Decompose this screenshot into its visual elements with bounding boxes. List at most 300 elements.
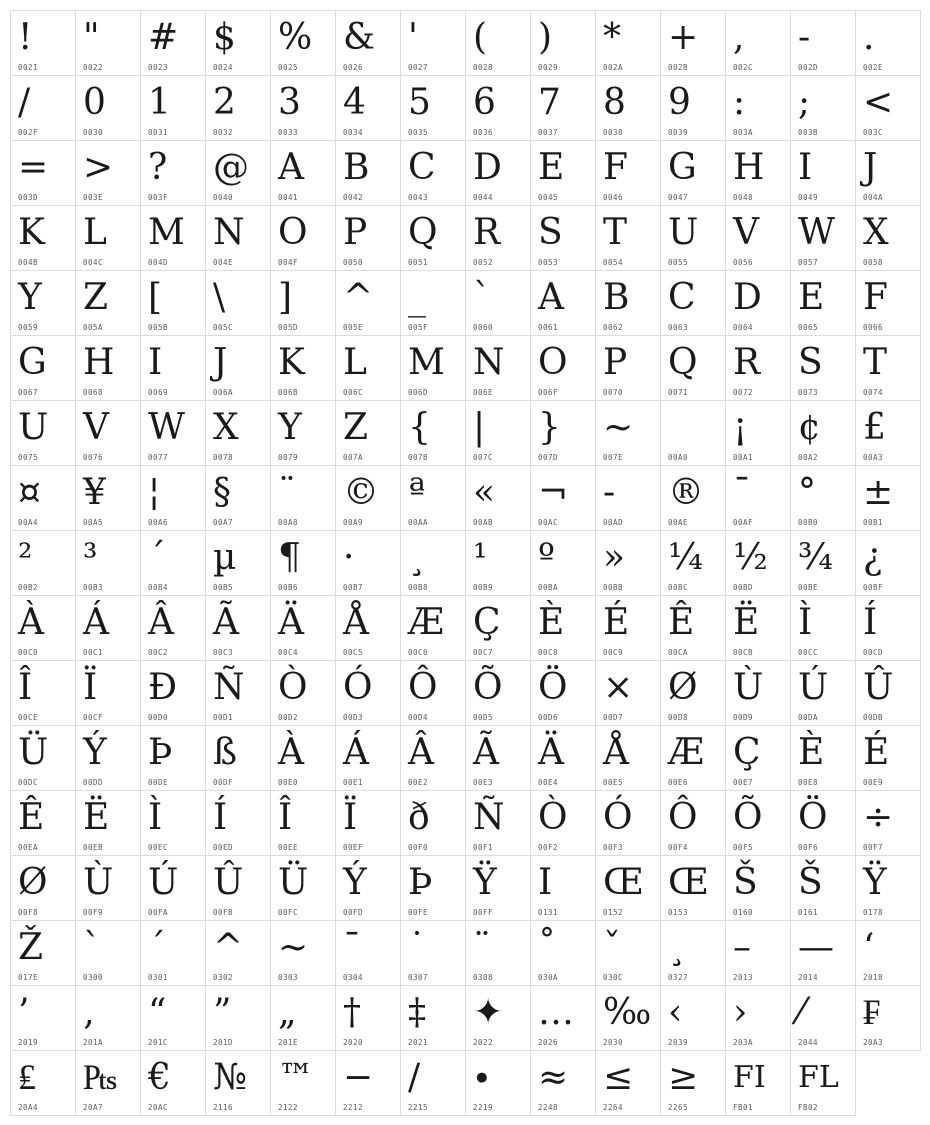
glyph-cell: [791, 986, 856, 1051]
glyph-char: U: [18, 407, 49, 448]
glyph-cell: [531, 206, 596, 271]
glyph-char: Â: [148, 602, 174, 643]
glyph-char: ›: [733, 992, 748, 1033]
glyph-cell: [856, 11, 921, 76]
glyph-char: 4: [343, 82, 366, 123]
glyph-cell: [531, 856, 596, 921]
glyph-cell: [141, 401, 206, 466]
glyph-char: +: [668, 17, 699, 58]
glyph-code: 2019: [18, 1038, 39, 1047]
glyph-cell: [856, 206, 921, 271]
glyph-char: X: [213, 407, 239, 448]
glyph-cell: [596, 596, 661, 661]
glyph-code: 2219: [473, 1103, 494, 1112]
glyph-cell: [791, 921, 856, 986]
glyph-code: 0301: [148, 973, 169, 982]
glyph-cell: [336, 986, 401, 1051]
glyph-code: 002F: [18, 128, 39, 137]
glyph-code: 00A3: [863, 453, 884, 462]
glyph-char: À: [18, 602, 44, 643]
glyph-code: 00D6: [538, 713, 559, 722]
glyph-code: 2264: [603, 1103, 624, 1112]
glyph-cell: [401, 661, 466, 726]
glyph-code: 00FC: [278, 908, 299, 917]
glyph-char: Ø: [668, 667, 698, 708]
glyph-char: J: [213, 342, 228, 383]
glyph-code: 0067: [18, 388, 39, 397]
glyph-cell: [596, 856, 661, 921]
glyph-code: 0043: [408, 193, 429, 202]
glyph-code: 005B: [148, 323, 169, 332]
glyph-code: 0047: [668, 193, 689, 202]
glyph-char: Â: [408, 732, 434, 773]
glyph-code: 0042: [343, 193, 364, 202]
glyph-code: 00B4: [148, 583, 169, 592]
glyph-code: 00E5: [603, 778, 624, 787]
glyph-char: Ä: [538, 732, 564, 773]
glyph-cell: [11, 726, 76, 791]
glyph-cell: [76, 401, 141, 466]
glyph-cell: [11, 531, 76, 596]
glyph-code: 0071: [668, 388, 689, 397]
glyph-cell: [661, 596, 726, 661]
glyph-cell: [401, 206, 466, 271]
glyph-char: ¤: [18, 472, 41, 513]
glyph-code: 0178: [863, 908, 884, 917]
glyph-char: E: [538, 147, 565, 188]
glyph-code: 00A8: [278, 518, 299, 527]
glyph-cell: [661, 791, 726, 856]
glyph-code: 2030: [603, 1038, 624, 1047]
glyph-cell: [76, 206, 141, 271]
glyph-cell: [661, 921, 726, 986]
glyph-cell: [271, 596, 336, 661]
glyph-char: D: [733, 277, 762, 318]
glyph-code: 00AB: [473, 518, 494, 527]
glyph-char: FI: [733, 1060, 766, 1095]
glyph-code: 00F4: [668, 843, 689, 852]
glyph-cell: [336, 206, 401, 271]
glyph-code: 00D0: [148, 713, 169, 722]
glyph-char: V: [733, 212, 759, 253]
glyph-char: Ú: [798, 667, 829, 708]
glyph-code: 0161: [798, 908, 819, 917]
glyph-code: 004B: [18, 258, 39, 267]
glyph-cell: [271, 466, 336, 531]
glyph-code: 00B7: [343, 583, 364, 592]
glyph-char: „: [278, 992, 297, 1033]
glyph-char: Ô: [668, 797, 698, 838]
glyph-code: 0034: [343, 128, 364, 137]
glyph-char: »: [603, 537, 626, 578]
glyph-cell: [466, 401, 531, 466]
glyph-code: 002E: [863, 63, 884, 72]
glyph-code: 00B9: [473, 583, 494, 592]
glyph-code: 006C: [343, 388, 364, 397]
glyph-char: J: [863, 147, 878, 188]
glyph-cell: [76, 336, 141, 401]
glyph-char: ,: [733, 17, 745, 58]
glyph-code: 0066: [863, 323, 884, 332]
glyph-cell: [791, 11, 856, 76]
glyph-char: ÷: [863, 797, 894, 838]
glyph-code: 007C: [473, 453, 494, 462]
glyph-code: 2039: [668, 1038, 689, 1047]
glyph-code: 0053: [538, 258, 559, 267]
glyph-char: L: [343, 342, 367, 383]
glyph-code: 0079: [278, 453, 299, 462]
glyph-char: ]: [278, 277, 293, 318]
glyph-code: 201A: [83, 1038, 104, 1047]
glyph-code: 00A7: [213, 518, 234, 527]
glyph-char: :: [733, 82, 746, 123]
glyph-cell: [401, 466, 466, 531]
glyph-char: Ê: [668, 602, 695, 643]
glyph-code: 00C3: [213, 648, 234, 657]
glyph-code: 0065: [798, 323, 819, 332]
glyph-char: ˚: [538, 927, 556, 968]
glyph-char: (: [473, 17, 488, 58]
glyph-cell: [726, 531, 791, 596]
glyph-code: 00A0: [668, 453, 689, 462]
glyph-code: 0037: [538, 128, 559, 137]
glyph-code: 0038: [603, 128, 624, 137]
glyph-code: 0033: [278, 128, 299, 137]
glyph-cell: [76, 726, 141, 791]
glyph-char: P: [343, 212, 368, 253]
glyph-code: 2215: [408, 1103, 429, 1112]
glyph-code: 00B8: [408, 583, 429, 592]
glyph-char: ?: [148, 147, 168, 188]
glyph-cell: [11, 76, 76, 141]
glyph-char: Š: [733, 862, 758, 903]
glyph-cell: [76, 1051, 141, 1116]
glyph-cell: [271, 661, 336, 726]
glyph-char: ¶: [278, 537, 301, 578]
glyph-cell: [856, 856, 921, 921]
glyph-code: 00CC: [798, 648, 819, 657]
glyph-char: Û: [213, 862, 244, 903]
glyph-char: Þ: [148, 732, 173, 773]
glyph-code: 003E: [83, 193, 104, 202]
glyph-cell: [531, 141, 596, 206]
glyph-code: 0068: [83, 388, 104, 397]
glyph-char: §: [213, 472, 231, 513]
glyph-cell: [206, 141, 271, 206]
glyph-char: T: [603, 212, 628, 253]
glyph-code: 006D: [408, 388, 429, 397]
glyph-cell: [206, 1051, 271, 1116]
glyph-char: ^: [213, 927, 244, 968]
glyph-char: ₤: [18, 1057, 36, 1098]
glyph-char: ¯: [733, 472, 751, 513]
glyph-code: 0044: [473, 193, 494, 202]
glyph-char: <: [863, 82, 894, 123]
glyph-code: 00ED: [213, 843, 234, 852]
glyph-code: 0045: [538, 193, 559, 202]
glyph-code: 00B0: [798, 518, 819, 527]
glyph-char: ’: [18, 992, 30, 1033]
glyph-char: †: [343, 992, 361, 1033]
glyph-char: ˙: [408, 927, 426, 968]
glyph-cell: [596, 336, 661, 401]
glyph-code: 0035: [408, 128, 429, 137]
glyph-char: Õ: [473, 667, 503, 708]
glyph-cell: [336, 401, 401, 466]
glyph-char: ≈: [538, 1057, 569, 1098]
glyph-char: ~: [278, 927, 309, 968]
glyph-code: 201C: [148, 1038, 169, 1047]
glyph-code: 00F0: [408, 843, 429, 852]
glyph-cell: [856, 336, 921, 401]
glyph-cell: [11, 1051, 76, 1116]
glyph-cell: [271, 856, 336, 921]
glyph-char: FL: [798, 1060, 839, 1095]
glyph-char: ¡: [733, 407, 748, 448]
glyph-code: FB02: [798, 1103, 819, 1112]
glyph-cell: [856, 271, 921, 336]
glyph-char: -: [798, 17, 811, 58]
glyph-cell: [401, 141, 466, 206]
glyph-code: 030A: [538, 973, 559, 982]
glyph-char: &: [343, 17, 376, 58]
glyph-char: ‘: [863, 927, 875, 968]
glyph-code: 00AA: [408, 518, 429, 527]
glyph-code: 00E3: [473, 778, 494, 787]
glyph-code: 0303: [278, 973, 299, 982]
glyph-code: 00D2: [278, 713, 299, 722]
glyph-cell: [206, 466, 271, 531]
glyph-char: É: [603, 602, 630, 643]
glyph-cell: [401, 921, 466, 986]
glyph-cell: [791, 726, 856, 791]
glyph-cell: [531, 1051, 596, 1116]
glyph-cell: [531, 271, 596, 336]
glyph-code: 00CF: [83, 713, 104, 722]
glyph-cell: [401, 271, 466, 336]
glyph-char: ≥: [668, 1057, 699, 1098]
glyph-cell: [466, 141, 531, 206]
glyph-code: 00B1: [863, 518, 884, 527]
glyph-cell: [206, 206, 271, 271]
glyph-cell: [11, 856, 76, 921]
glyph-cell: [856, 661, 921, 726]
glyph-char: ´: [148, 927, 166, 968]
glyph-char: {: [408, 407, 431, 448]
glyph-code: 0069: [148, 388, 169, 397]
glyph-code: 00FD: [343, 908, 364, 917]
glyph-code: 003F: [148, 193, 169, 202]
glyph-cell: [531, 466, 596, 531]
glyph-char: F: [603, 147, 628, 188]
glyph-cell: [11, 336, 76, 401]
glyph-cell: [466, 1051, 531, 1116]
glyph-char: ¸: [668, 927, 686, 968]
glyph-code: 0056: [733, 258, 754, 267]
glyph-char: O: [278, 212, 308, 253]
glyph-code: 00DF: [213, 778, 234, 787]
glyph-char: ©: [343, 472, 379, 513]
glyph-code: 0052: [473, 258, 494, 267]
glyph-char: Ì: [798, 602, 813, 643]
glyph-code: 0302: [213, 973, 234, 982]
glyph-cell: [531, 531, 596, 596]
glyph-cell: [466, 336, 531, 401]
glyph-code: 0054: [603, 258, 624, 267]
glyph-cell: [466, 856, 531, 921]
glyph-char: I: [538, 862, 553, 903]
glyph-code: 00C9: [603, 648, 624, 657]
glyph-cell: [206, 401, 271, 466]
glyph-code: 0070: [603, 388, 624, 397]
glyph-char: K: [278, 342, 305, 383]
glyph-code: 005A: [83, 323, 104, 332]
glyph-char: ‰: [603, 992, 652, 1033]
glyph-char: ª: [408, 472, 426, 513]
glyph-char: Y: [18, 277, 42, 318]
glyph-cell: [11, 791, 76, 856]
glyph-code: 0075: [18, 453, 39, 462]
glyph-cell: [531, 401, 596, 466]
glyph-code: 00B3: [83, 583, 104, 592]
glyph-code: 00E2: [408, 778, 429, 787]
glyph-char: –: [733, 927, 751, 968]
glyph-code: 00C1: [83, 648, 104, 657]
glyph-code: 00EB: [83, 843, 104, 852]
glyph-code: 0049: [798, 193, 819, 202]
glyph-code: 007A: [343, 453, 364, 462]
glyph-code: 0077: [148, 453, 169, 462]
glyph-code: 2212: [343, 1103, 364, 1112]
glyph-char: /: [18, 82, 31, 123]
glyph-cell: [401, 1051, 466, 1116]
glyph-char: ∕: [408, 1057, 421, 1098]
glyph-code: 203A: [733, 1038, 754, 1047]
glyph-cell: [206, 726, 271, 791]
glyph-code: 002B: [668, 63, 689, 72]
glyph-code: 00C5: [343, 648, 364, 657]
glyph-cell: [856, 921, 921, 986]
glyph-char: I: [148, 342, 163, 383]
glyph-cell: [336, 921, 401, 986]
glyph-char: ¦: [148, 472, 161, 513]
glyph-char: …: [538, 992, 574, 1033]
glyph-code: 00EA: [18, 843, 39, 852]
glyph-code: 00BE: [798, 583, 819, 592]
glyph-cell: [141, 791, 206, 856]
glyph-cell: [336, 726, 401, 791]
glyph-cell: [856, 726, 921, 791]
glyph-code: 00F3: [603, 843, 624, 852]
glyph-code: 003A: [733, 128, 754, 137]
glyph-char: I: [798, 147, 813, 188]
glyph-code: 20AC: [148, 1103, 169, 1112]
glyph-cell: [791, 466, 856, 531]
glyph-char: °: [798, 472, 816, 513]
glyph-char: `: [83, 927, 101, 968]
glyph-char: ²: [18, 537, 33, 578]
glyph-cell: [206, 531, 271, 596]
glyph-cell: [401, 596, 466, 661]
glyph-code: 0062: [603, 323, 624, 332]
glyph-code: 00D5: [473, 713, 494, 722]
glyph-char: ^: [343, 277, 374, 318]
glyph-char: ‡: [408, 992, 426, 1033]
glyph-code: 0153: [668, 908, 689, 917]
glyph-cell: [141, 596, 206, 661]
glyph-char: Ç: [733, 732, 761, 773]
glyph-cell: [726, 791, 791, 856]
glyph-code: 00DB: [863, 713, 884, 722]
glyph-cell: [271, 986, 336, 1051]
glyph-code: 00FF: [473, 908, 494, 917]
glyph-cell: [206, 336, 271, 401]
glyph-code: 00E9: [863, 778, 884, 787]
glyph-cell: [726, 401, 791, 466]
glyph-code: 0041: [278, 193, 299, 202]
glyph-cell: [141, 206, 206, 271]
glyph-code: 0308: [473, 973, 494, 982]
glyph-cell: [531, 596, 596, 661]
glyph-char: ): [538, 17, 553, 58]
glyph-cell: [11, 986, 76, 1051]
glyph-char: R: [733, 342, 761, 383]
glyph-code: 0022: [83, 63, 104, 72]
glyph-code: 00CA: [668, 648, 689, 657]
glyph-code: 002A: [603, 63, 624, 72]
glyph-code: 2014: [798, 973, 819, 982]
glyph-cell: [466, 206, 531, 271]
glyph-char: ˇ: [603, 927, 621, 968]
glyph-cell: [531, 11, 596, 76]
glyph-char: ": [83, 17, 100, 58]
glyph-char: C: [408, 147, 436, 188]
glyph-cell: [336, 466, 401, 531]
glyph-code: 007B: [408, 453, 429, 462]
glyph-cell: [141, 271, 206, 336]
glyph-code: 0078: [213, 453, 234, 462]
glyph-code: 00FB: [213, 908, 234, 917]
glyph-char: }: [538, 407, 561, 448]
glyph-cell: [76, 11, 141, 76]
glyph-cell: [791, 141, 856, 206]
glyph-cell: [271, 401, 336, 466]
glyph-cell: [141, 141, 206, 206]
glyph-code: 2018: [863, 973, 884, 982]
glyph-char: º: [538, 537, 555, 578]
glyph-code: 00F1: [473, 843, 494, 852]
glyph-code: 00EF: [343, 843, 364, 852]
glyph-code: 0064: [733, 323, 754, 332]
glyph-cell: [466, 596, 531, 661]
glyph-char: ¾: [798, 537, 833, 578]
glyph-char: 2: [213, 82, 236, 123]
glyph-code: 20A4: [18, 1103, 39, 1112]
glyph-char: ™: [278, 1057, 314, 1098]
glyph-cell: [466, 661, 531, 726]
glyph-code: 201D: [213, 1038, 234, 1047]
glyph-char: ³: [83, 537, 98, 578]
glyph-char: H: [83, 342, 115, 383]
glyph-char: Q: [668, 342, 698, 383]
glyph-code: 00F2: [538, 843, 559, 852]
glyph-cell: [11, 206, 76, 271]
glyph-code: 00E1: [343, 778, 364, 787]
glyph-cell: [141, 921, 206, 986]
glyph-cell: [791, 856, 856, 921]
glyph-char: Ä: [278, 602, 304, 643]
glyph-code: 00BC: [668, 583, 689, 592]
